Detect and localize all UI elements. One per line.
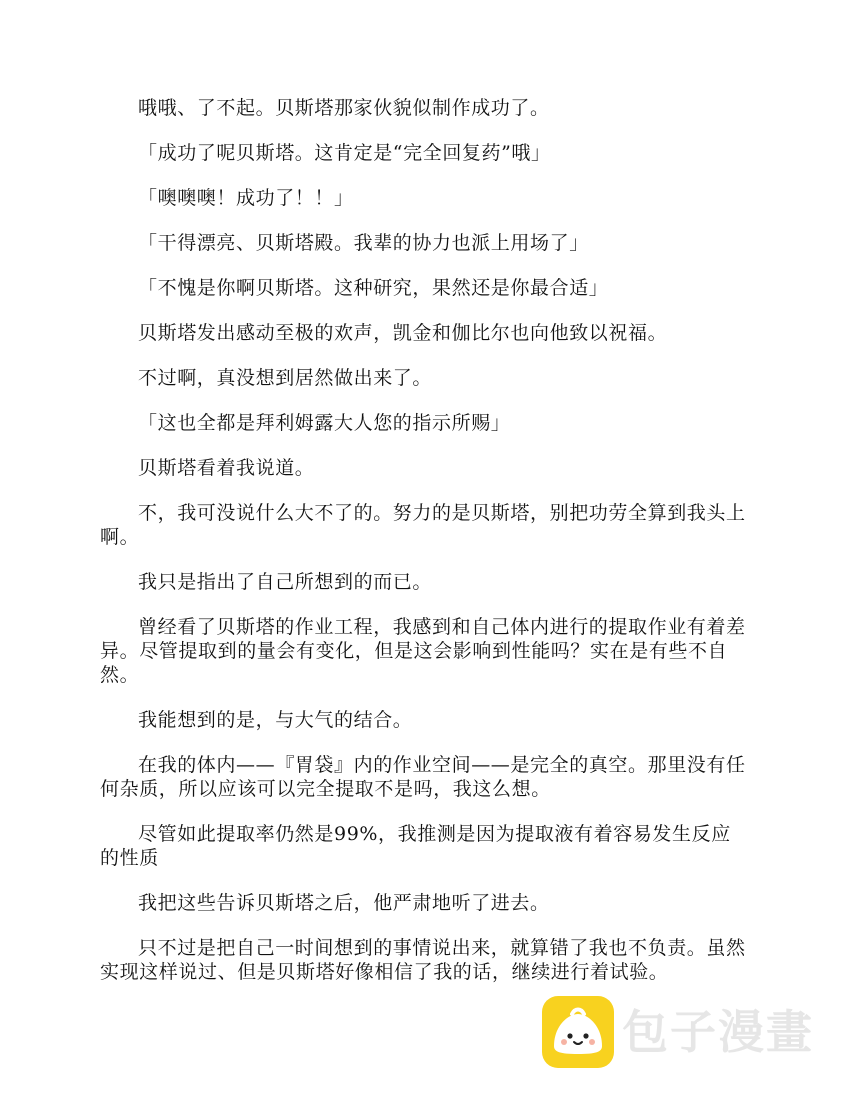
paragraph: 不过啊，真没想到居然做出来了。 — [138, 367, 433, 389]
paragraph: 「不愧是你啊贝斯塔。这种研究，果然还是你最合适」 — [138, 277, 609, 299]
paragraph: 我把这些告诉贝斯塔之后，他严肃地听了进去。 — [138, 892, 550, 914]
watermark — [542, 996, 822, 1068]
paragraph: 尽管如此提取率仍然是99%，我推测是因为提取液有着容易发生反应的性质 — [100, 823, 731, 869]
paragraph: 贝斯塔看着我说道。 — [138, 457, 315, 479]
paragraph: 我只是指出了自己所想到的而已。 — [138, 571, 433, 593]
paragraph: 「这也全都是拜利姆露大人您的指示所赐」 — [138, 412, 511, 434]
paragraph: 只不过是把自己一时间想到的事情说出来，就算错了我也不负责。虽然实现这样说过、但是贝斯塔好像相信了我的话，继续进行着试验。 — [100, 937, 746, 983]
paragraph: 哦哦、了不起。贝斯塔那家伙貌似制作成功了。 — [138, 97, 550, 119]
paragraph: 贝斯塔发出感动至极的欢声，凯金和伽比尔也向他致以祝福。 — [138, 322, 668, 344]
paragraph: 「噢噢噢！成功了！！」 — [138, 187, 354, 209]
paragraph: 「干得漂亮、贝斯塔殿。我辈的协力也派上用场了」 — [138, 232, 589, 254]
document-body — [100, 96, 750, 1005]
paragraph: 在我的体内——『胃袋』内的作业空间——是完全的真空。那里没有任何杂质，所以应该可以完全提取不是吗，我这么想。 — [100, 754, 746, 800]
paragraph: 「成功了呢贝斯塔。这肯定是“完全回复药”哦」 — [138, 142, 551, 164]
bun-mascot-icon — [542, 996, 614, 1068]
paragraph: 我能想到的是，与大气的结合。 — [138, 709, 413, 731]
paragraph: 不，我可没说什么大不了的。努力的是贝斯塔，别把功劳全算到我头上啊。 — [100, 502, 746, 548]
paragraph: 曾经看了贝斯塔的作业工程，我感到和自己体内进行的提取作业有着差异。尽管提取到的量会有变化，但是这会影响到性能吗？实在是有些不自然。 — [100, 616, 746, 686]
watermark-text: 包子漫畫 — [622, 1005, 814, 1059]
